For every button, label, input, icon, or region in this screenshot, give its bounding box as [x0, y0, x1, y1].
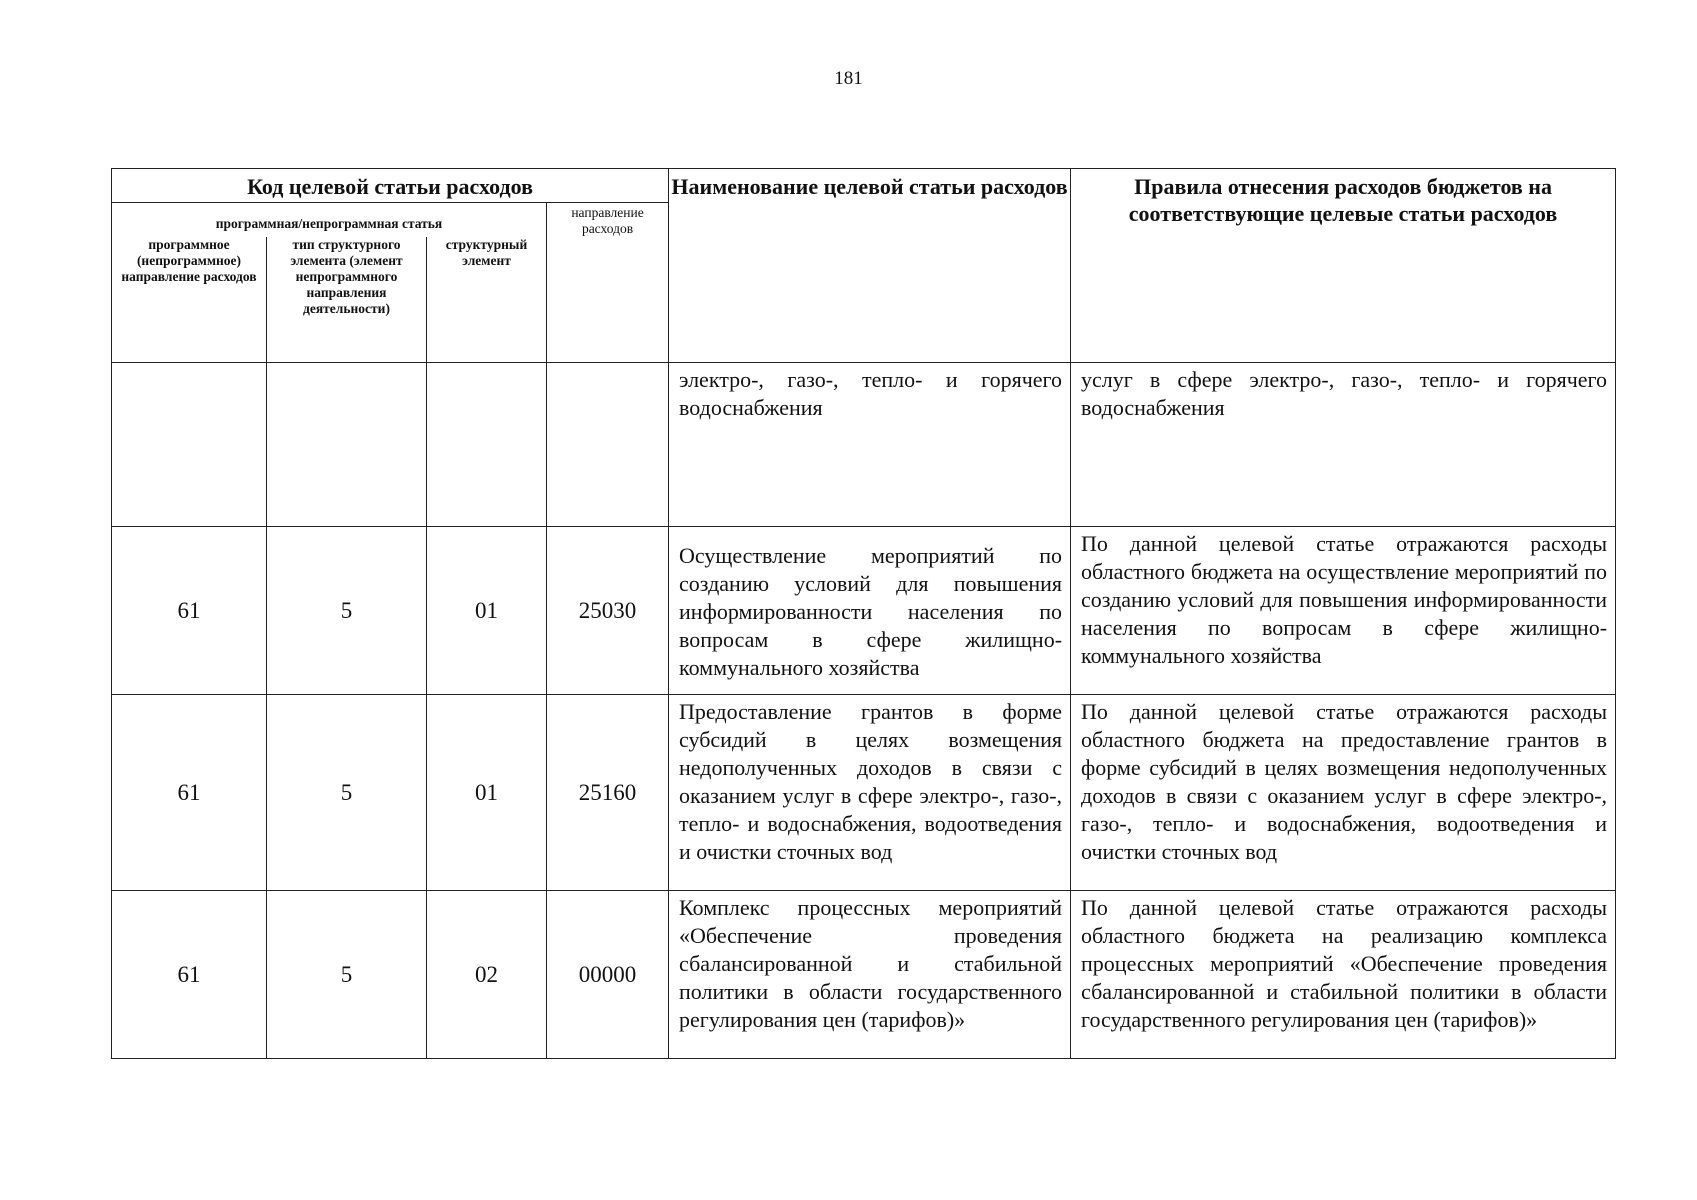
direction-cell	[547, 363, 669, 527]
direction-column-header: направление расходов	[547, 203, 669, 363]
name-cell: Осуществление мероприятий по созданию условий для повышения информированности населения по вопросам в сфере жилищно-коммунального хозяйства	[669, 527, 1071, 695]
name-column-header: Наименование целевой статьи расходов	[669, 169, 1071, 363]
type-cell: 5	[267, 891, 427, 1059]
direction-cell: 25160	[547, 695, 669, 891]
program-column-header: программное (непрограммное) направление расходов	[112, 237, 267, 363]
type-cell	[267, 363, 427, 527]
name-cell: Предоставление грантов в форме субсидий в целях возмещения недополученных доходов в связи с оказанием услуг в сфере электро-, газо-, тепло- и водоснабжения, водоотведения и очистки сточных вод	[669, 695, 1071, 891]
target-expense-table	[111, 168, 1616, 1059]
rules-column-header: Правила отнесения расходов бюджетов на соответствующие целевые статьи расходов	[1071, 169, 1616, 363]
structural-cell: 01	[427, 695, 547, 891]
name-cell: Комплекс процессных мероприятий «Обеспечение проведения сбалансированной и стабильной политики в области государственного регулирования цен (тарифов)»	[669, 891, 1071, 1059]
table-row	[112, 891, 1616, 1059]
direction-cell: 00000	[547, 891, 669, 1059]
type-cell: 5	[267, 695, 427, 891]
rules-cell: По данной целевой статье отражаются расходы областного бюджета на осуществление мероприятий по созданию условий для повышения информированности населения по вопросам в сфере жилищно-коммунального хозяйства	[1071, 527, 1616, 695]
name-cell: электро-, газо-, тепло- и горячего водоснабжения	[669, 363, 1071, 527]
type-column-header: тип структурного элемента (элемент непрограммного направления деятельности)	[267, 237, 427, 363]
rules-cell: По данной целевой статье отражаются расходы областного бюджета на предоставление грантов в форме субсидий в целях возмещения недополученных доходов в связи с оказанием услуг в сфере электро-, газо-, тепло- и водоснабжения, водоотведения и очистки сточных вод	[1071, 695, 1616, 891]
table-row	[112, 363, 1616, 527]
program-cell: 61	[112, 527, 267, 695]
structural-column-header: структурный элемент	[427, 237, 547, 363]
rules-cell: услуг в сфере электро-, газо-, тепло- и горячего водоснабжения	[1071, 363, 1616, 527]
code-group-header: Код целевой статьи расходов	[112, 169, 669, 203]
program-cell	[112, 363, 267, 527]
rules-cell: По данной целевой статье отражаются расходы областного бюджета на реализацию комплекса процессных мероприятий «Обеспечение проведения сбалансированной и стабильной политики в области государственного регулирования цен (тарифов)»	[1071, 891, 1616, 1059]
program-cell: 61	[112, 695, 267, 891]
page-number: 181	[834, 68, 863, 89]
structural-cell	[427, 363, 547, 527]
program-cell: 61	[112, 891, 267, 1059]
structural-cell: 02	[427, 891, 547, 1059]
table-row	[112, 527, 1616, 695]
table-row	[112, 695, 1616, 891]
structural-cell: 01	[427, 527, 547, 695]
type-cell: 5	[267, 527, 427, 695]
direction-cell: 25030	[547, 527, 669, 695]
header-row-1	[112, 169, 1616, 203]
program-article-header: программная/непрограммная статья	[112, 203, 547, 237]
